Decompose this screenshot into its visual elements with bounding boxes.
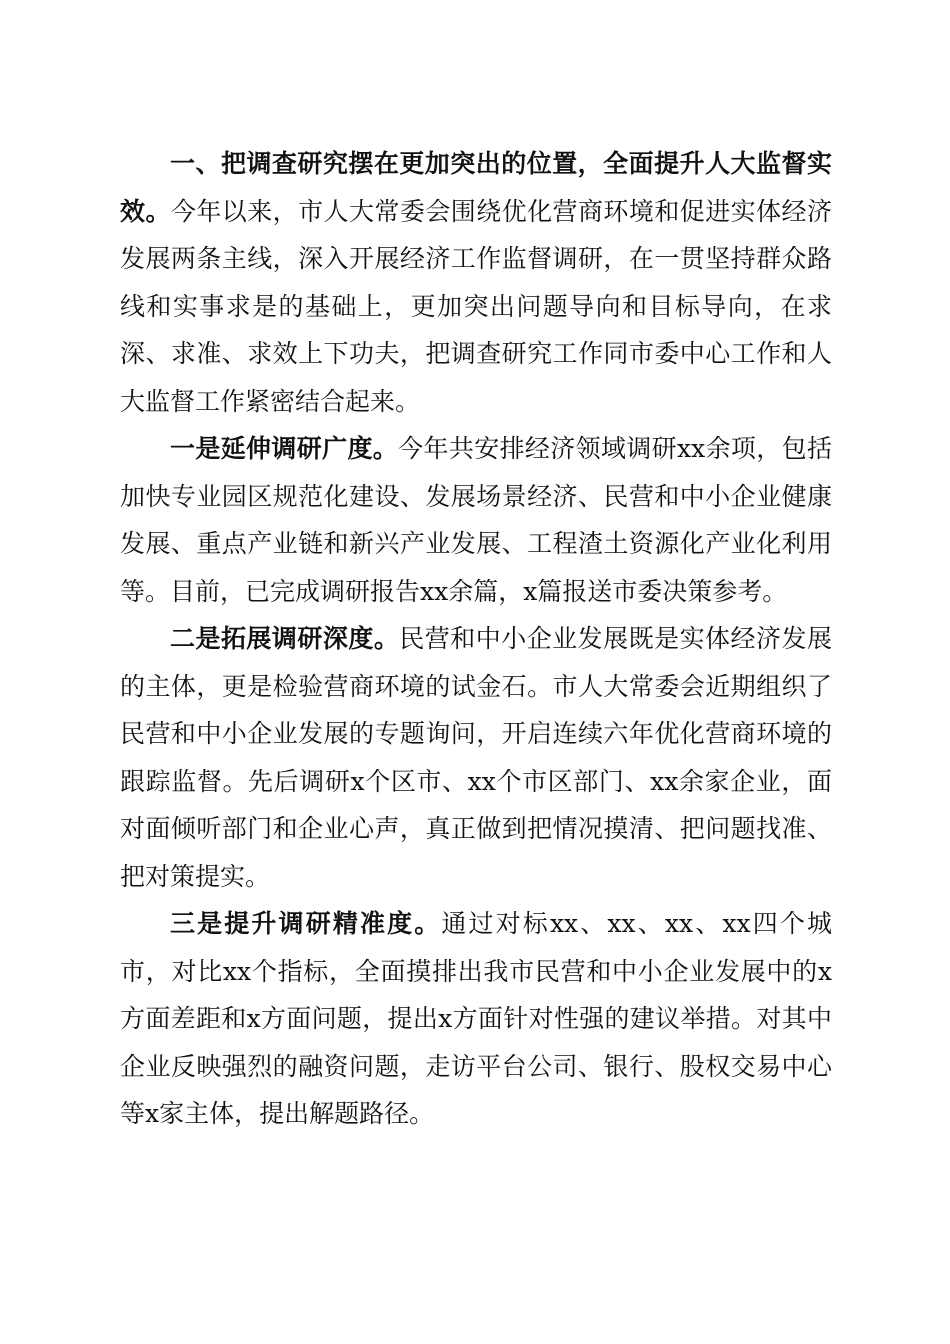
paragraph-text: 今年以来，市人大常委会围绕优化营商环境和促进实体经济发展两条主线，深入开展经济工作监督调研，在一贯坚持群众路线和实事求是的基础上，更加突出问题导向和目标导向，在求深、求准、求效上下功夫，把调查研究工作同市委中心工作和人大监督工作紧密结合起来。 xyxy=(120,196,832,416)
paragraph-text: 今年共安排经济领域调研xx余项，包括加快专业园区规范化建设、发展场景经济、民营和中小企业健康发展、重点产业链和新兴产业发展、工程渣土资源化产业化利用等。目前，已完成调研报告xx余篇，x篇报送市委决策参考。 xyxy=(120,434,832,606)
point-lead-3: 三是提升调研精准度。 xyxy=(170,909,442,938)
section-heading: 一、把调查研究摆在更加突出的位置，全面提升人大监督实效。 xyxy=(120,149,832,226)
paragraph-text: 通过对标xx、xx、xx、xx四个城市，对比xx个指标，全面摸排出我市民营和中小企业发展中的x方面差距和x方面问题，提出x方面针对性强的建议举措。对其中企业反映强烈的融资问题，走访平台公司、银行、股权交易中心等x家主体，提出解题路径。 xyxy=(120,909,832,1128)
point-paragraph-3 xyxy=(120,900,832,1138)
point-paragraph-2 xyxy=(120,615,832,900)
paragraph-text: 民营和中小企业发展既是实体经济发展的主体，更是检验营商环境的试金石。市人大常委会近期组织了民营和中小企业发展的专题询问，开启连续六年优化营商环境的跟踪监督。先后调研x个区市、xx个市区部门、xx余家企业，面对面倾听部门和企业心声，真正做到把情况摸清、把问题找准、把对策提实。 xyxy=(120,624,832,891)
point-paragraph-1 xyxy=(120,425,832,615)
point-lead-2: 二是拓展调研深度。 xyxy=(170,624,400,653)
section-heading-paragraph xyxy=(120,140,832,425)
point-lead-1: 一是延伸调研广度。 xyxy=(170,434,399,463)
document-body xyxy=(120,140,832,1138)
